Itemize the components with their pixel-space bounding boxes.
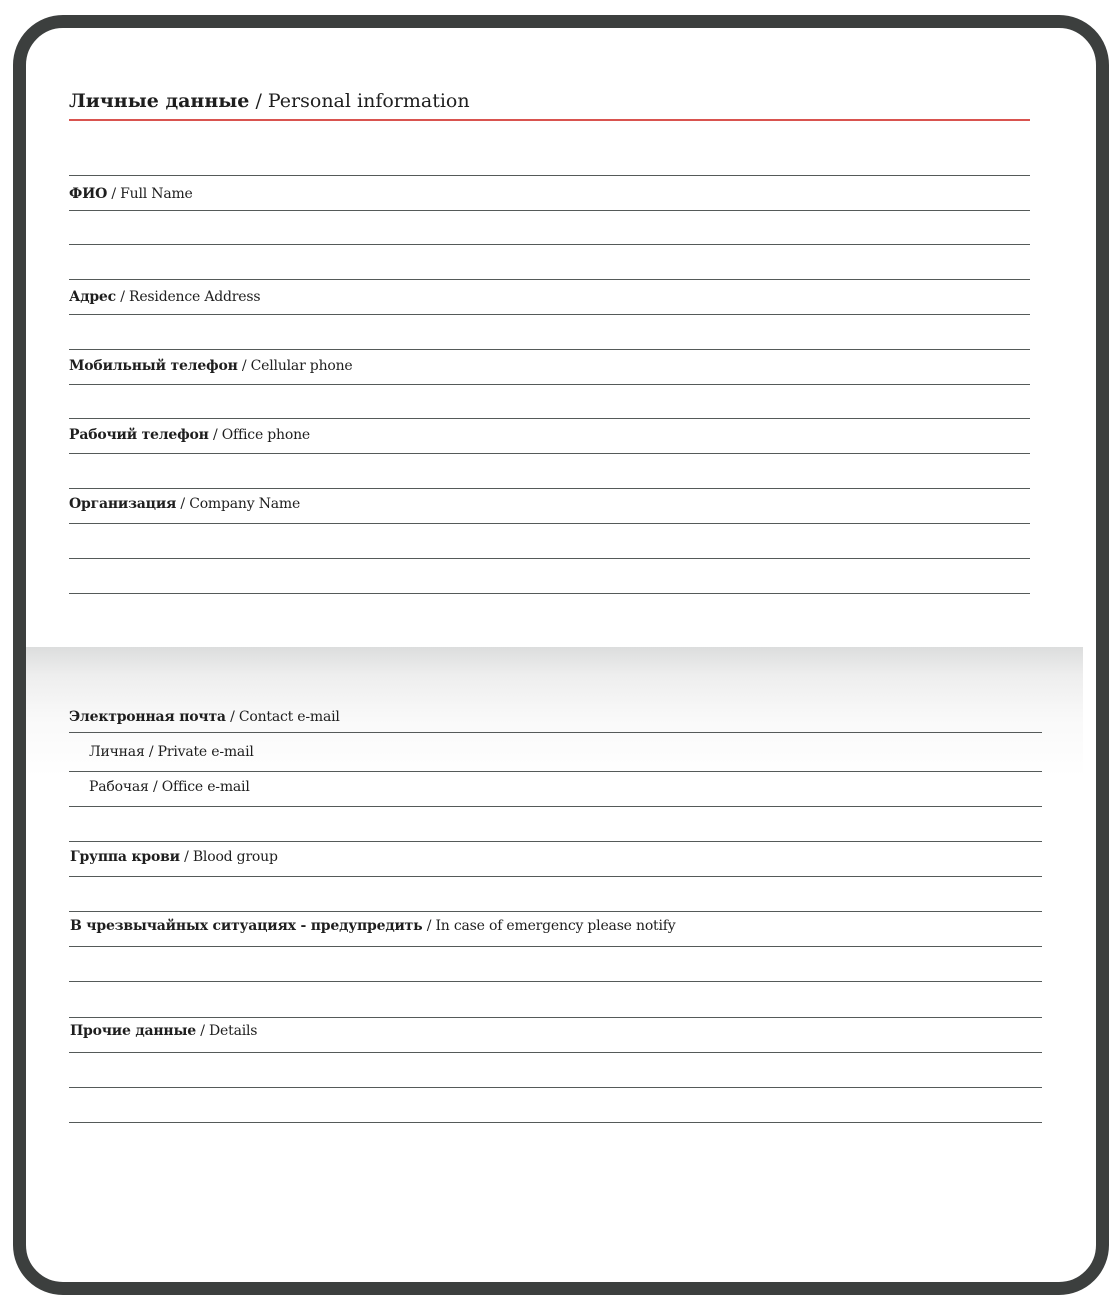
writing-line — [69, 314, 1030, 315]
field-label-emergency-contact: В чрезвычайных ситуациях - предупредить / In case of emergency please notify — [70, 918, 676, 934]
writing-line — [69, 488, 1030, 489]
writing-line — [69, 806, 1042, 807]
writing-line — [69, 946, 1042, 947]
writing-line — [69, 981, 1042, 982]
writing-line — [69, 1087, 1042, 1088]
field-label-company: Организация / Company Name — [69, 496, 301, 512]
writing-line — [69, 558, 1030, 559]
writing-line — [69, 911, 1042, 912]
page-title — [69, 88, 470, 114]
writing-line — [69, 523, 1030, 524]
field-label-details: Прочие данные / Details — [70, 1023, 258, 1039]
field-label-office-phone: Рабочий телефон / Office phone — [69, 427, 310, 443]
page-title-en: / Personal information — [255, 90, 470, 112]
writing-line — [69, 732, 1042, 733]
writing-line — [69, 244, 1030, 245]
writing-line — [69, 418, 1030, 419]
writing-line — [69, 841, 1042, 842]
writing-line — [69, 175, 1030, 176]
writing-line — [69, 349, 1030, 350]
field-label-full-name: ФИО / Full Name — [69, 186, 193, 202]
writing-line — [69, 1017, 1042, 1018]
writing-line — [69, 771, 1042, 772]
writing-line — [69, 279, 1030, 280]
writing-line — [69, 1052, 1042, 1053]
writing-line — [69, 1122, 1042, 1123]
writing-line — [69, 453, 1030, 454]
field-label-office-email: Рабочая / Office e-mail — [89, 779, 250, 795]
field-label-blood-group: Группа крови / Blood group — [70, 849, 278, 865]
page-title-ru: Личные данные — [69, 90, 250, 112]
writing-line — [69, 384, 1030, 385]
field-label-address: Адрес / Residence Address — [69, 289, 261, 305]
writing-line — [69, 210, 1030, 211]
field-label-email: Электронная почта / Contact e-mail — [69, 709, 340, 725]
title-underline — [69, 119, 1030, 121]
field-label-private-email: Личная / Private e-mail — [89, 744, 254, 760]
writing-line — [69, 593, 1030, 594]
field-label-mobile-phone: Мобильный телефон / Cellular phone — [69, 358, 353, 374]
writing-line — [69, 876, 1042, 877]
